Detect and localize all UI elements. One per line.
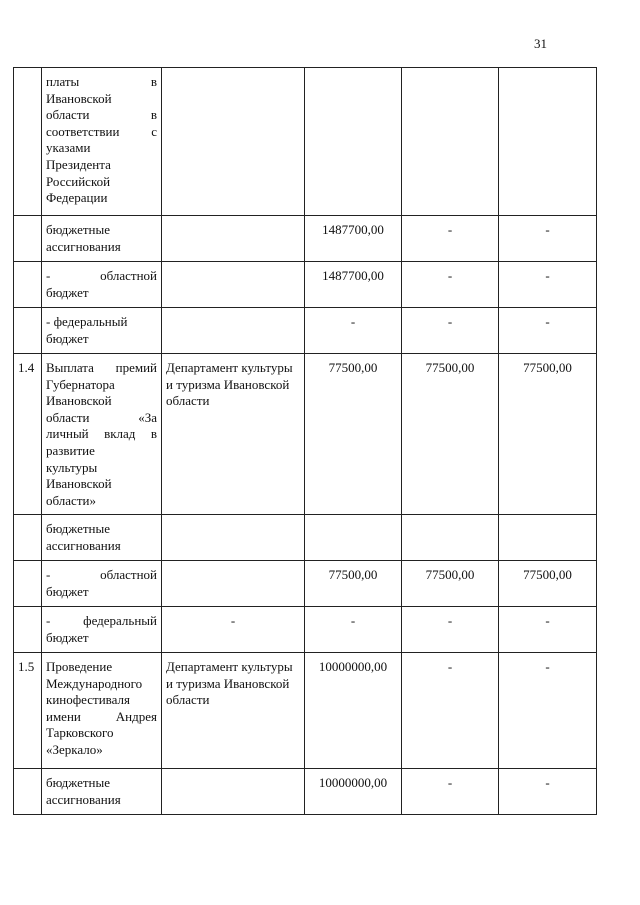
- row-value-3: -: [499, 308, 597, 354]
- name-line: [46, 268, 157, 285]
- row-index: [14, 216, 42, 262]
- name-line: [46, 91, 157, 108]
- name-line: [46, 613, 157, 630]
- table-row: [14, 216, 597, 262]
- row-value-2: -: [402, 653, 499, 769]
- name-line: [46, 393, 157, 410]
- name-word: кинофестиваля: [46, 692, 130, 708]
- name-line: [46, 107, 157, 124]
- name-word: личный: [46, 426, 89, 442]
- row-value-2: [402, 68, 499, 216]
- name-word: имени: [46, 708, 81, 724]
- name-line: [46, 377, 157, 394]
- row-name: [42, 515, 162, 561]
- row-name: [42, 216, 162, 262]
- row-index: [14, 769, 42, 815]
- name-line: [46, 521, 157, 538]
- table-row: [14, 68, 597, 216]
- row-index: [14, 607, 42, 653]
- row-name: [42, 561, 162, 607]
- row-name: [42, 354, 162, 515]
- name-word: -: [46, 268, 51, 283]
- row-value-2: -: [402, 262, 499, 308]
- name-word: с: [151, 123, 157, 139]
- row-value-1: [305, 68, 402, 216]
- row-name: [42, 607, 162, 653]
- name-line: [46, 460, 157, 477]
- name-word: Ивановской: [46, 476, 112, 492]
- name-word: - федеральный: [46, 314, 128, 329]
- name-word: ассигнования: [46, 537, 121, 553]
- name-word: в: [150, 107, 157, 123]
- row-organization: [162, 561, 305, 607]
- name-word: «За: [138, 409, 157, 425]
- row-name: [42, 68, 162, 216]
- row-index: [14, 308, 42, 354]
- table-row: [14, 561, 597, 607]
- row-value-3: -: [499, 216, 597, 262]
- row-organization: -: [162, 607, 305, 653]
- row-organization: [162, 308, 305, 354]
- row-value-1: -: [305, 607, 402, 653]
- row-index: [14, 68, 42, 216]
- name-line: [46, 426, 157, 443]
- row-name: [42, 308, 162, 354]
- row-value-1: 1487700,00: [305, 216, 402, 262]
- budget-table: [13, 67, 597, 815]
- name-word: развитие: [46, 442, 95, 458]
- table-row: [14, 515, 597, 561]
- name-word: культуры: [46, 459, 98, 475]
- name-word: бюджет: [46, 284, 89, 300]
- row-value-2: -: [402, 769, 499, 815]
- row-value-3: -: [499, 769, 597, 815]
- row-index: [14, 515, 42, 561]
- name-word: области: [46, 409, 90, 425]
- page-number: 31: [534, 36, 547, 51]
- row-organization: [162, 515, 305, 561]
- name-word: области»: [46, 492, 96, 508]
- name-word: платы: [46, 74, 80, 89]
- row-index: 1.4: [14, 354, 42, 515]
- name-word: Губернатора: [46, 376, 115, 392]
- row-value-3: 77500,00: [499, 561, 597, 607]
- name-line: [46, 792, 157, 809]
- row-value-3: -: [499, 607, 597, 653]
- row-name: [42, 653, 162, 769]
- row-value-2: -: [402, 607, 499, 653]
- row-organization: Департамент культуры и туризма Ивановской области: [162, 354, 305, 515]
- row-value-3: -: [499, 262, 597, 308]
- name-word: областной: [100, 567, 157, 582]
- row-organization: [162, 769, 305, 815]
- name-word: бюджет: [46, 583, 89, 599]
- name-line: [46, 584, 157, 601]
- name-word: бюджетные: [46, 775, 111, 790]
- row-value-2: [402, 515, 499, 561]
- name-word: -: [46, 567, 51, 582]
- row-value-1: 10000000,00: [305, 769, 402, 815]
- name-line: [46, 742, 157, 759]
- row-value-1: 10000000,00: [305, 653, 402, 769]
- name-line: [46, 709, 157, 726]
- name-line: [46, 659, 157, 676]
- name-word: области: [46, 107, 90, 123]
- name-line: [46, 676, 157, 693]
- name-line: [46, 493, 157, 510]
- name-word: Российской: [46, 173, 111, 189]
- name-word: «Зеркало»: [46, 741, 103, 757]
- name-word: ассигнования: [46, 238, 121, 254]
- name-word: Федерации: [46, 190, 108, 206]
- name-line: [46, 239, 157, 256]
- table-row: [14, 308, 597, 354]
- row-name: [42, 769, 162, 815]
- name-line: [46, 124, 157, 141]
- name-word: ассигнования: [46, 791, 121, 807]
- name-word: Тарковского: [46, 725, 114, 741]
- name-line: [46, 775, 157, 792]
- name-word: бюджетные: [46, 222, 111, 237]
- name-line: [46, 476, 157, 493]
- row-value-1: -: [305, 308, 402, 354]
- name-line: [46, 174, 157, 191]
- row-value-2: -: [402, 308, 499, 354]
- name-word: Ивановской: [46, 90, 112, 106]
- table-row: [14, 607, 597, 653]
- name-word: Андрея: [115, 708, 157, 724]
- name-word: в: [150, 426, 157, 442]
- name-line: [46, 443, 157, 460]
- name-line: [46, 140, 157, 157]
- name-line: [46, 360, 157, 377]
- name-word: бюджетные: [46, 521, 111, 536]
- name-word: Выплата: [46, 360, 94, 375]
- row-value-1: 1487700,00: [305, 262, 402, 308]
- row-value-3: -: [499, 653, 597, 769]
- name-line: [46, 314, 157, 331]
- name-word: указами: [46, 140, 91, 156]
- name-word: -: [46, 613, 51, 628]
- row-organization: Департамент культуры и туризма Ивановской области: [162, 653, 305, 769]
- row-value-2: 77500,00: [402, 561, 499, 607]
- row-index: [14, 262, 42, 308]
- name-word: федеральный: [83, 613, 157, 628]
- name-line: [46, 222, 157, 239]
- name-word: Ивановской: [46, 393, 112, 409]
- table-row: [14, 769, 597, 815]
- row-value-2: 77500,00: [402, 354, 499, 515]
- name-word: в: [150, 74, 157, 89]
- name-word: бюджет: [46, 629, 89, 645]
- name-line: [46, 725, 157, 742]
- row-value-3: [499, 515, 597, 561]
- row-organization: [162, 216, 305, 262]
- name-word: Международного: [46, 675, 143, 691]
- name-line: [46, 567, 157, 584]
- name-line: [46, 190, 157, 207]
- row-index: 1.5: [14, 653, 42, 769]
- table-row: [14, 262, 597, 308]
- name-line: [46, 692, 157, 709]
- row-organization: [162, 68, 305, 216]
- row-value-1: [305, 515, 402, 561]
- row-value-1: 77500,00: [305, 354, 402, 515]
- name-line: [46, 74, 157, 91]
- row-value-2: -: [402, 216, 499, 262]
- row-value-1: 77500,00: [305, 561, 402, 607]
- name-line: [46, 285, 157, 302]
- row-index: [14, 561, 42, 607]
- row-organization: [162, 262, 305, 308]
- name-word: областной: [100, 268, 157, 283]
- name-line: [46, 410, 157, 427]
- name-word: премий: [115, 360, 157, 375]
- name-word: соответствии: [46, 123, 120, 139]
- row-name: [42, 262, 162, 308]
- name-word: Президента: [46, 156, 111, 172]
- row-value-3: 77500,00: [499, 354, 597, 515]
- table-row: [14, 653, 597, 769]
- name-word: вклад: [104, 426, 136, 442]
- name-line: [46, 630, 157, 647]
- row-value-3: [499, 68, 597, 216]
- name-line: [46, 331, 157, 348]
- table-row: [14, 354, 597, 515]
- name-word: Проведение: [46, 659, 113, 674]
- name-line: [46, 157, 157, 174]
- name-word: бюджет: [46, 330, 89, 346]
- name-line: [46, 538, 157, 555]
